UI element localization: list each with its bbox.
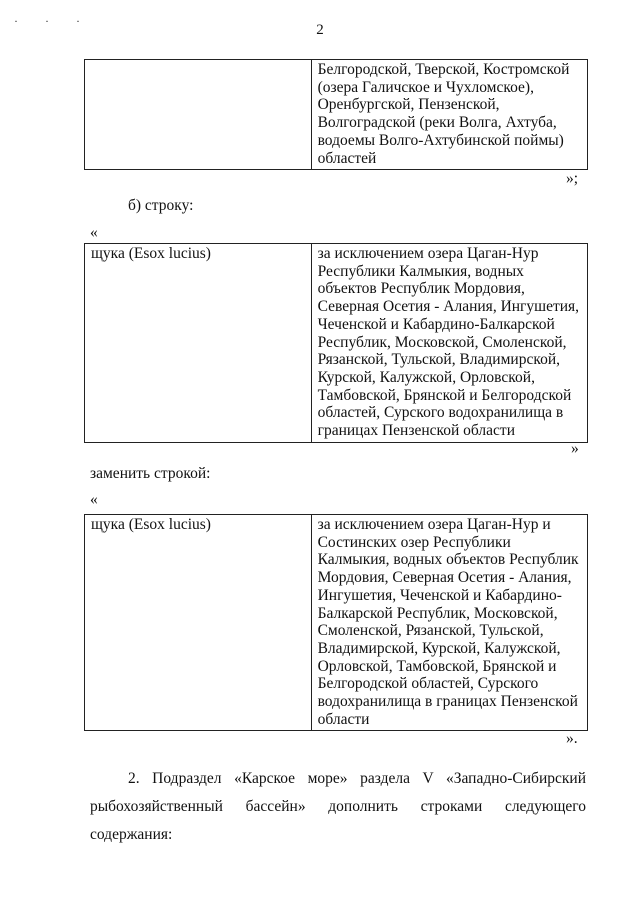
table-continuation bbox=[84, 59, 588, 170]
table-row bbox=[85, 60, 588, 170]
opening-quote: « bbox=[90, 491, 98, 508]
scan-specks: · · · bbox=[14, 14, 92, 28]
closing-quote: »; bbox=[566, 170, 579, 187]
paragraph-line: содержания: bbox=[90, 826, 173, 843]
table-cell-exceptions: за исключением озера Цаган-Нур Республики Калмыкия, водных объектов Республик Мордовия, Северная Осетия - Алания, Ингушетия, Чеченской и Кабардино-Балкарской Республик, Московской, Смоленской, Рязанской, Тульской, Владимирской, Курской, Калужской, Орловской, Тамбовской, Брянской и Белгородской областей, Сурского водохранилища в границах Пензенской области bbox=[311, 244, 587, 443]
table-cell-species: щука (Esox lucius) bbox=[85, 515, 312, 731]
paragraph-line: рыбохозяйственный бассейн» дополнить строками следующего bbox=[90, 798, 586, 815]
table-row bbox=[85, 244, 588, 443]
opening-quote: « bbox=[90, 224, 98, 241]
table-old-row bbox=[84, 243, 588, 443]
table-cell-exceptions: Белгородской, Тверской, Костромской (озера Галичское и Чухломское), Оренбургской, Пензенской, Волгоградской (реки Волга, Ахтуба, водоемы Волго-Ахтубинской поймы) областей bbox=[311, 60, 587, 170]
page-number: 2 bbox=[316, 22, 324, 38]
table-row bbox=[85, 515, 588, 731]
table-new-row bbox=[84, 514, 588, 731]
table-cell-exceptions: за исключением озера Цаган-Нур и Состинских озер Республики Калмыкия, водных объектов Республик Мордовия, Северная Осетия - Алания, Ингушетия, Чеченской и Кабардино-Балкарской Республик, Московской, Смоленской, Рязанской, Тульской, Владимирской, Курской, Калужской, Орловской, Тамбовской, Брянской и Белгородской областей, Сурского водохранилища в границах Пензенской области bbox=[311, 515, 587, 731]
replace-label: заменить строкой: bbox=[90, 465, 211, 482]
paragraph-line: 2. Подраздел «Карское море» раздела V «Западно-Сибирский bbox=[128, 770, 586, 787]
paragraph-2 bbox=[90, 765, 586, 849]
closing-quote: » bbox=[571, 440, 579, 457]
table-cell-species: щука (Esox lucius) bbox=[85, 244, 312, 443]
table-cell-species bbox=[85, 60, 312, 170]
item-b-label: б) строку: bbox=[128, 197, 194, 214]
closing-quote: ». bbox=[566, 730, 578, 747]
